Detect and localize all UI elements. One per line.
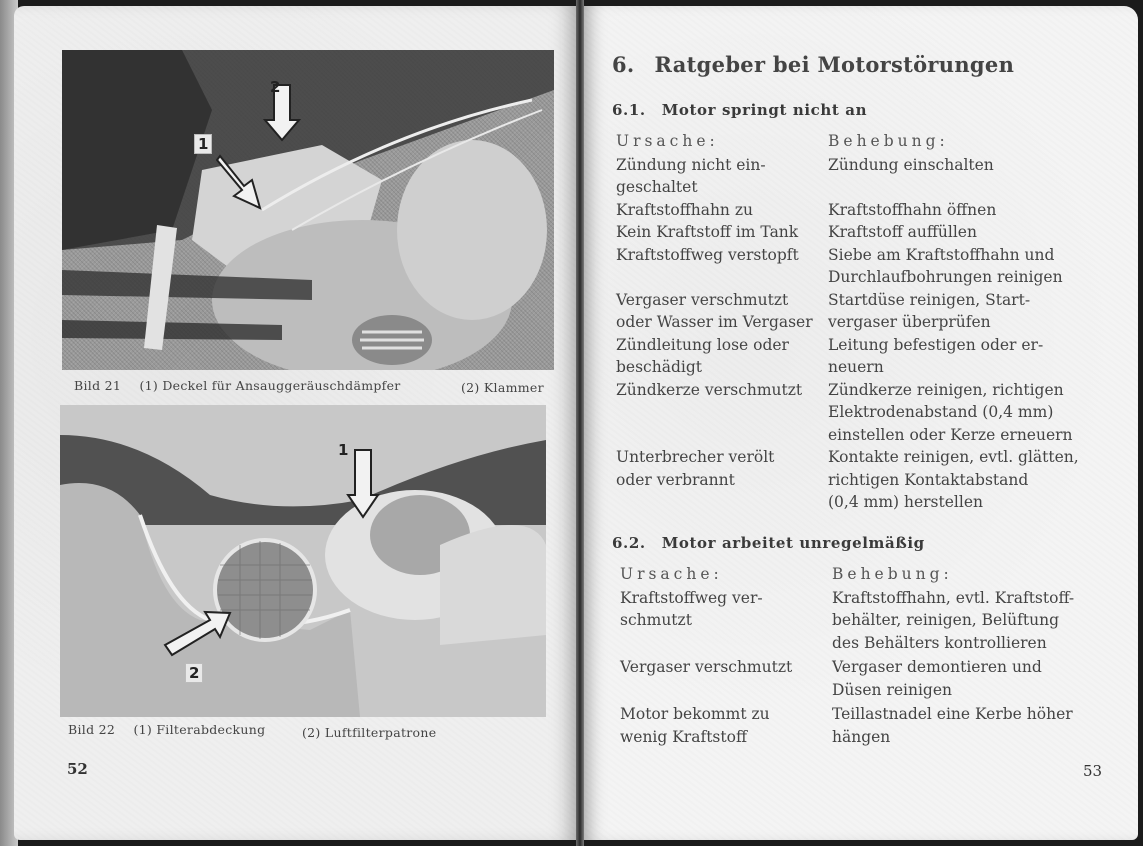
engine-photo-illustration [62,50,554,370]
fix-line: behälter, reinigen, Belüftung [832,611,1060,629]
table-row [620,703,1110,748]
cause-line: Kraftstoffweg ver- [620,588,763,607]
fix-line: Kraftstoffhahn öffnen [828,200,997,219]
callout-2: 2 [270,78,281,96]
fix-line: vergaser überprüfen [828,313,991,331]
fix-line: Vergaser demontieren und [832,658,1042,676]
cause-line: Unterbrecher verölt [616,448,775,466]
chapter-title: Ratgeber bei Motorstörungen [654,52,1015,77]
caption-item-1: (1) Deckel für Ansauggeräuschdämpfer [139,378,401,393]
cause-line: Zündung nicht ein- [616,155,766,174]
fix-cell [832,656,1110,701]
table-row [616,199,1106,222]
chapter-heading [612,52,1014,77]
fix-line: des Behälters kontrollieren [832,633,1047,652]
book-gutter [576,0,584,846]
page-number-right: 53 [1083,762,1103,780]
table-header [620,563,1110,586]
caption-item-2: (2) Klammer [461,380,544,395]
caption-item-2: (2) Luftfilterpatrone [302,725,437,740]
cause-cell [620,703,832,748]
cause-line: oder Wasser im Vergaser [616,313,813,331]
cause-line: wenig Kraftstoff [620,727,747,746]
fix-line: Durchlaufbohrungen reinigen [828,268,1063,286]
section-number: 6.1. [612,101,646,119]
fix-line: einstellen oder Kerze erneuern [828,425,1073,444]
fix-cell [828,379,1106,447]
fix-cell [828,446,1106,514]
cause-line: Zündleitung lose oder [616,335,789,354]
fix-line: Startdüse reinigen, Start- [828,290,1031,309]
caption-item-1: (1) Filterabdeckung [133,722,266,737]
callout-1: 1 [338,441,349,459]
fix-cell [832,703,1110,748]
air-filter-photo-illustration [60,405,546,717]
troubleshooting-table-6-1 [616,130,1106,514]
section-heading-6-2 [612,534,925,552]
troubleshooting-table-6-2 [620,563,1110,748]
fix-line: (0,4 mm) herstellen [828,493,983,511]
section-heading-6-1 [612,101,867,119]
cause-line: Vergaser verschmutzt [620,658,793,676]
header-fix: Behebung: [828,132,949,150]
cause-cell [616,244,828,289]
fix-line: Teillastnadel eine Kerbe höher [832,705,1073,723]
cause-line: beschädigt [616,358,702,376]
cause-line: geschaltet [616,178,698,196]
fix-cell [828,289,1106,334]
section-title: Motor arbeitet unregelmäßig [661,534,925,552]
fix-cell [832,587,1110,655]
callout-2: 2 [185,663,203,683]
cause-line: Vergaser verschmutzt [616,290,789,309]
figure-21-caption-2 [461,380,558,395]
cause-line: Kraftstoffweg verstopft [616,245,799,264]
fix-line: Kraftstoffhahn, evtl. Kraftstoff- [832,588,1075,607]
fix-line: Zündkerze reinigen, richtigen [828,380,1064,399]
fix-line: Kontakte reinigen, evtl. glätten, [828,448,1079,466]
table-row [616,221,1106,244]
chapter-number: 6. [612,52,635,77]
cause-cell [616,199,828,222]
table-row [616,244,1106,289]
table-row [616,379,1106,447]
fix-line: Leitung befestigen oder er- [828,335,1044,354]
figure-label: Bild 21 [74,378,122,393]
header-fix: Behebung: [832,565,953,583]
header-cause: Ursache: [616,132,719,150]
cause-line: oder verbrannt [616,470,735,489]
table-row [616,289,1106,334]
figure-21-caption [74,378,415,393]
cause-cell [616,379,828,447]
table-row [620,587,1110,655]
cause-cell [620,656,832,701]
cause-cell [616,154,828,199]
figure-label: Bild 22 [68,722,116,737]
cause-line: schmutzt [620,611,692,629]
section-number: 6.2. [612,534,646,552]
table-header [616,130,1106,153]
cause-line: Motor bekommt zu [620,705,770,723]
cause-line: Kein Kraftstoff im Tank [616,223,799,241]
fix-line: Düsen reinigen [832,680,953,699]
table-row [620,656,1110,701]
fix-cell [828,221,1106,244]
section-title: Motor springt nicht an [661,101,868,119]
fix-line: Kraftstoff auffüllen [828,223,977,241]
fix-line: richtigen Kontaktabstand [828,470,1029,489]
fix-cell [828,244,1106,289]
cause-cell [616,334,828,379]
table-row [616,154,1106,199]
page-number-left: 52 [67,760,88,778]
callout-1: 1 [194,134,212,154]
fix-line: neuern [828,358,884,376]
figure-22-photo [60,405,546,717]
cause-cell [616,289,828,334]
cause-cell [620,587,832,655]
fix-cell [828,199,1106,222]
cause-cell [616,221,828,244]
fix-line: Siebe am Kraftstoffhahn und [828,245,1055,264]
fix-line: hängen [832,727,891,746]
fix-line: Zündung einschalten [828,155,994,174]
cause-cell [616,446,828,514]
fix-line: Elektrodenabstand (0,4 mm) [828,403,1054,421]
figure-21-photo [62,50,554,370]
header-cause: Ursache: [620,565,723,583]
fix-cell [828,334,1106,379]
cause-line: Zündkerze verschmutzt [616,380,803,399]
figure-22-caption [68,722,279,737]
table-row [616,334,1106,379]
fix-cell [828,154,1106,199]
figure-22-caption-2 [302,725,450,740]
table-row [616,446,1106,514]
cause-line: Kraftstoffhahn zu [616,200,753,219]
